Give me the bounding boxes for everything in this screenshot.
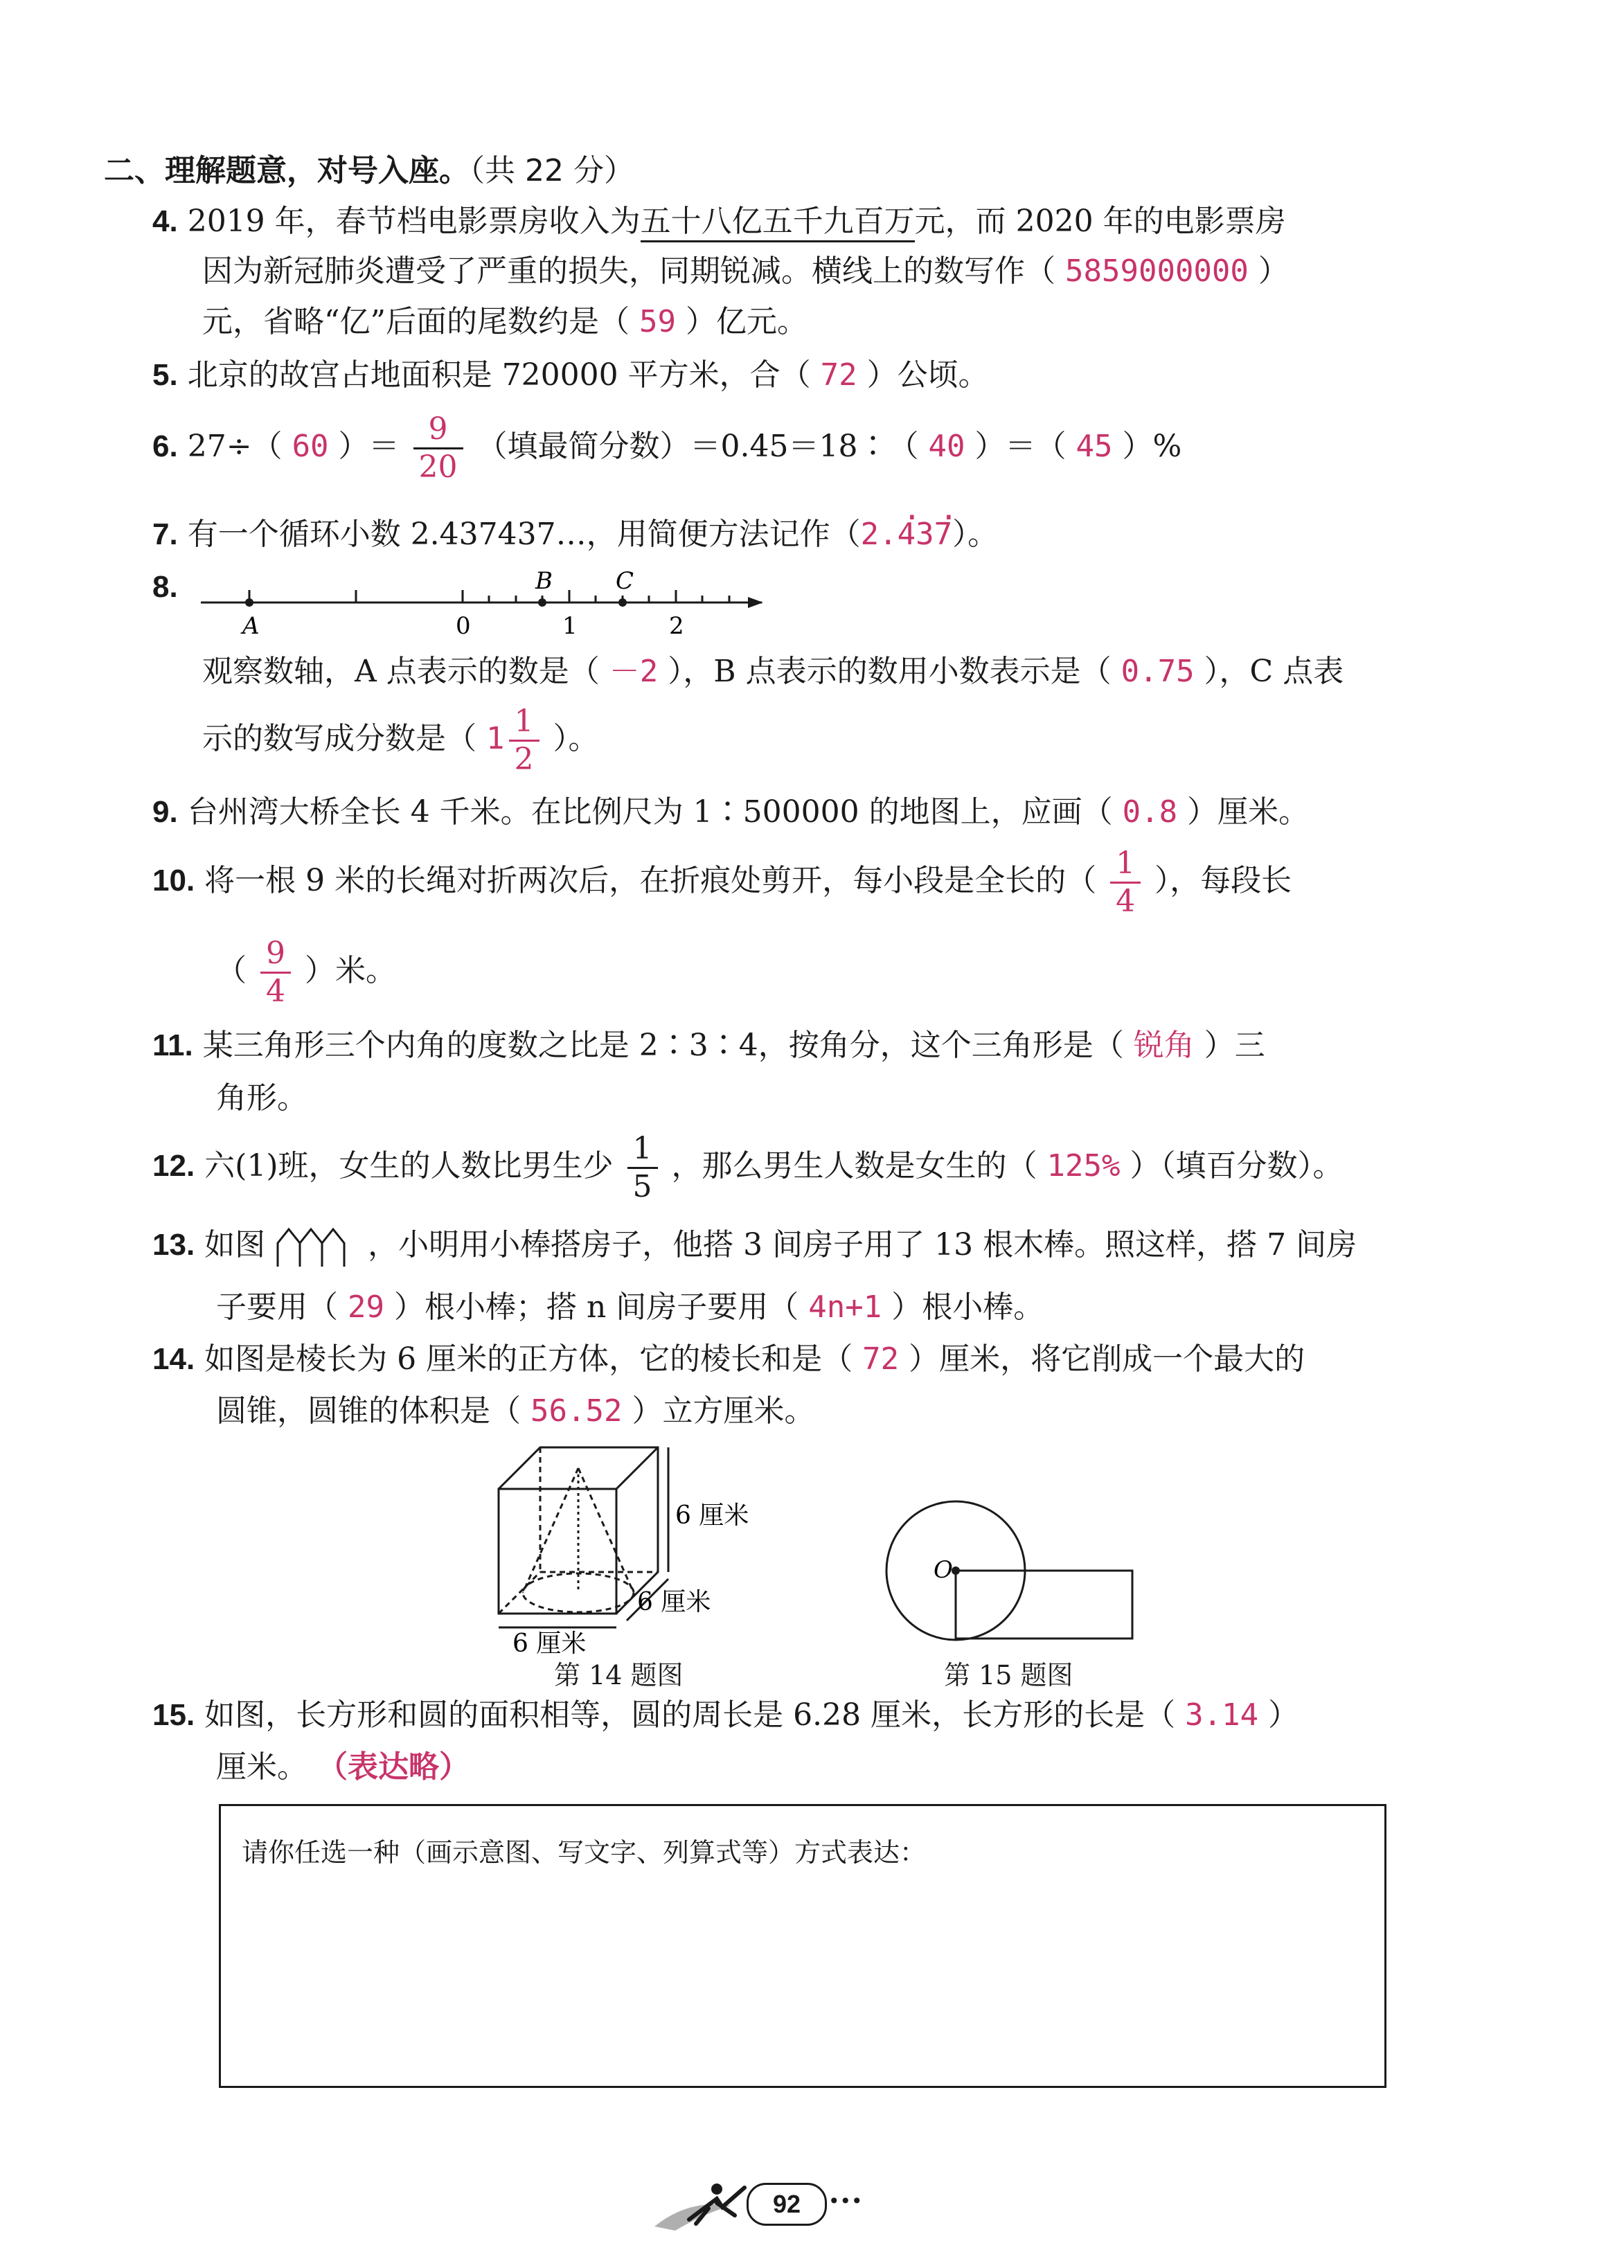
q6-fraction: $\frac{9}{20}$ xyxy=(413,414,463,483)
label-a: A xyxy=(242,612,260,640)
figure-15-circle-rect xyxy=(880,1496,1157,1655)
fig14-width-label: 6 厘米 xyxy=(512,1629,587,1655)
q13-line1: 13. 如图 ，小明用小棒搭房子，他搭 3 间房子用了 13 根木棒。照这样，搭 7 间房 xyxy=(152,1224,1357,1269)
q4-answer-2[interactable]: 59 xyxy=(639,304,676,339)
q5-answer[interactable]: 72 xyxy=(820,357,857,393)
fig14-height-label: 6 厘米 xyxy=(675,1501,749,1530)
q4-line1: 4. 2019 年，春节档电影票房收入为五十八亿五千九百万元，而 2020 年的电影票房 xyxy=(152,201,1286,242)
q12: 12. 六(1)班，女生的人数比男生少 $\frac{1}{5}$ ，那么男生人数是女生的（ 125% ）（填百分数）。 xyxy=(152,1131,1344,1204)
q15-answer[interactable]: 3.14 xyxy=(1185,1697,1259,1733)
section-title: 二、理解题意，对号入座。（共 22 分） xyxy=(104,153,634,188)
q10-line2: （ $\frac{9}{4}$ ）米。 xyxy=(216,936,396,1009)
q8-answer-1[interactable]: －2 xyxy=(609,654,659,689)
q6-answer-2[interactable]: 40 xyxy=(928,429,965,464)
number-line-arrow xyxy=(748,597,763,608)
q14-line1: 14. 如图是棱长为 6 厘米的正方体，它的棱长和是（ 72 ）厘米，将它削成一个最大的 xyxy=(152,1341,1305,1377)
q15-line2: 厘米。 （表达略） xyxy=(216,1749,470,1785)
rectangle-shape xyxy=(956,1571,1132,1639)
label-zero: 0 xyxy=(456,612,471,640)
label-two: 2 xyxy=(669,612,684,640)
houses-icon xyxy=(275,1225,358,1269)
label-b: B xyxy=(535,567,553,595)
q10-answer-2[interactable]: $\frac{9}{4}$ xyxy=(260,938,291,1007)
q8-answer-3-fraction[interactable]: $\frac{1}{2}$ xyxy=(509,706,539,775)
q6: 6. 27÷（ 60 ）＝ $\frac{9}{20}$ （填最简分数）＝0.45＝18∶（ 40 ）＝（ 45 ）% xyxy=(152,411,1182,485)
point-a xyxy=(245,598,253,607)
q4-answer-1[interactable]: 5859000000 xyxy=(1065,253,1249,289)
q9-answer[interactable]: 0.8 xyxy=(1122,794,1178,830)
q9: 9. 台州湾大桥全长 4 千米。在比例尺为 1∶500000 的地图上，应画（ 0.8 ）厘米。 xyxy=(152,794,1310,830)
q7-answer[interactable]: 2.. 43. 7 xyxy=(861,517,952,552)
q15-line1: 15. 如图，长方形和圆的面积相等，圆的周长是 6.28 厘米，长方形的长是（ 3.14 ） xyxy=(152,1697,1299,1733)
q11-line2: 角形。 xyxy=(216,1080,307,1116)
q6-answer-3[interactable]: 45 xyxy=(1076,429,1113,464)
label-c: C xyxy=(616,567,634,595)
q11-answer[interactable]: 锐角 xyxy=(1133,1028,1195,1063)
q5: 5. 北京的故宫占地面积是 720000 平方米，合（ 72 ）公顷。 xyxy=(152,357,989,393)
q8-line1: 观察数轴，A 点表示的数是（ －2 ），B 点表示的数用小数表示是（ 0.75 ），C 点表 xyxy=(202,654,1344,689)
q12-fraction: $\frac{1}{5}$ xyxy=(627,1134,658,1202)
q11-line1: 11. 某三角形三个内角的度数之比是 2∶3∶4，按角分，这个三角形是（ 锐角 ）三 xyxy=(152,1028,1265,1063)
q10-answer-1[interactable]: $\frac{1}{4}$ xyxy=(1110,848,1141,917)
number-line-ticks xyxy=(249,590,729,602)
q12-answer[interactable]: 125% xyxy=(1046,1148,1121,1184)
q8-answer-2[interactable]: 0.75 xyxy=(1121,654,1195,689)
figure-14-cube-cone xyxy=(478,1434,769,1655)
q8-line2: 示的数写成分数是（ 1 $\frac{1}{2}$ ）。 xyxy=(202,704,599,777)
fig15-caption: 第 15 题图 xyxy=(944,1660,1073,1690)
answer-box-prompt: 请你任选一种（画示意图、写文字、列算式等）方式表达： xyxy=(242,1837,927,1868)
point-c xyxy=(618,598,627,607)
q13-answer-1[interactable]: 29 xyxy=(348,1289,384,1325)
page-number: 92 xyxy=(747,2183,827,2226)
q15-note: （表达略） xyxy=(317,1749,470,1785)
q4-line2: 因为新冠肺炎遭受了严重的损失，同期锐减。横线上的数写作（ 5859000000 ） xyxy=(202,253,1289,289)
number-line xyxy=(194,561,783,644)
label-one: 1 xyxy=(562,612,578,640)
footer-dots: ••• xyxy=(828,2190,863,2213)
q14-line2: 圆锥，圆锥的体积是（ 56.52 ）立方厘米。 xyxy=(216,1393,815,1429)
q8-answer-3-whole[interactable]: 1 xyxy=(486,721,505,756)
fig14-depth-label: 6 厘米 xyxy=(637,1588,711,1616)
fig14-caption: 第 14 题图 xyxy=(554,1660,684,1690)
q13-line2: 子要用（ 29 ）根小棒；搭 n 间房子要用（ 4n+1 ）根小棒。 xyxy=(216,1289,1044,1325)
q8-number: 8. xyxy=(152,570,178,604)
point-b xyxy=(538,598,546,607)
q14-answer-2[interactable]: 56.52 xyxy=(530,1393,623,1429)
q7: 7. 有一个循环小数 2.437437…，用简便方法记作（2.. 43. 7）。 xyxy=(152,514,998,555)
q13-answer-2[interactable]: 4n+1 xyxy=(808,1289,882,1325)
q4-line3: 元，省略“亿”后面的尾数约是（ 59 ）亿元。 xyxy=(202,304,807,339)
answer-box[interactable] xyxy=(219,1804,1386,2088)
center-label: O xyxy=(934,1556,953,1584)
q6-answer-1[interactable]: 60 xyxy=(292,429,329,464)
q14-answer-1[interactable]: 72 xyxy=(862,1341,900,1377)
q10-line1: 10. 将一根 9 米的长绳对折两次后，在折痕处剪开，每小段是全长的（ $\frac{1}{4}$ ），每段长 xyxy=(152,846,1292,919)
